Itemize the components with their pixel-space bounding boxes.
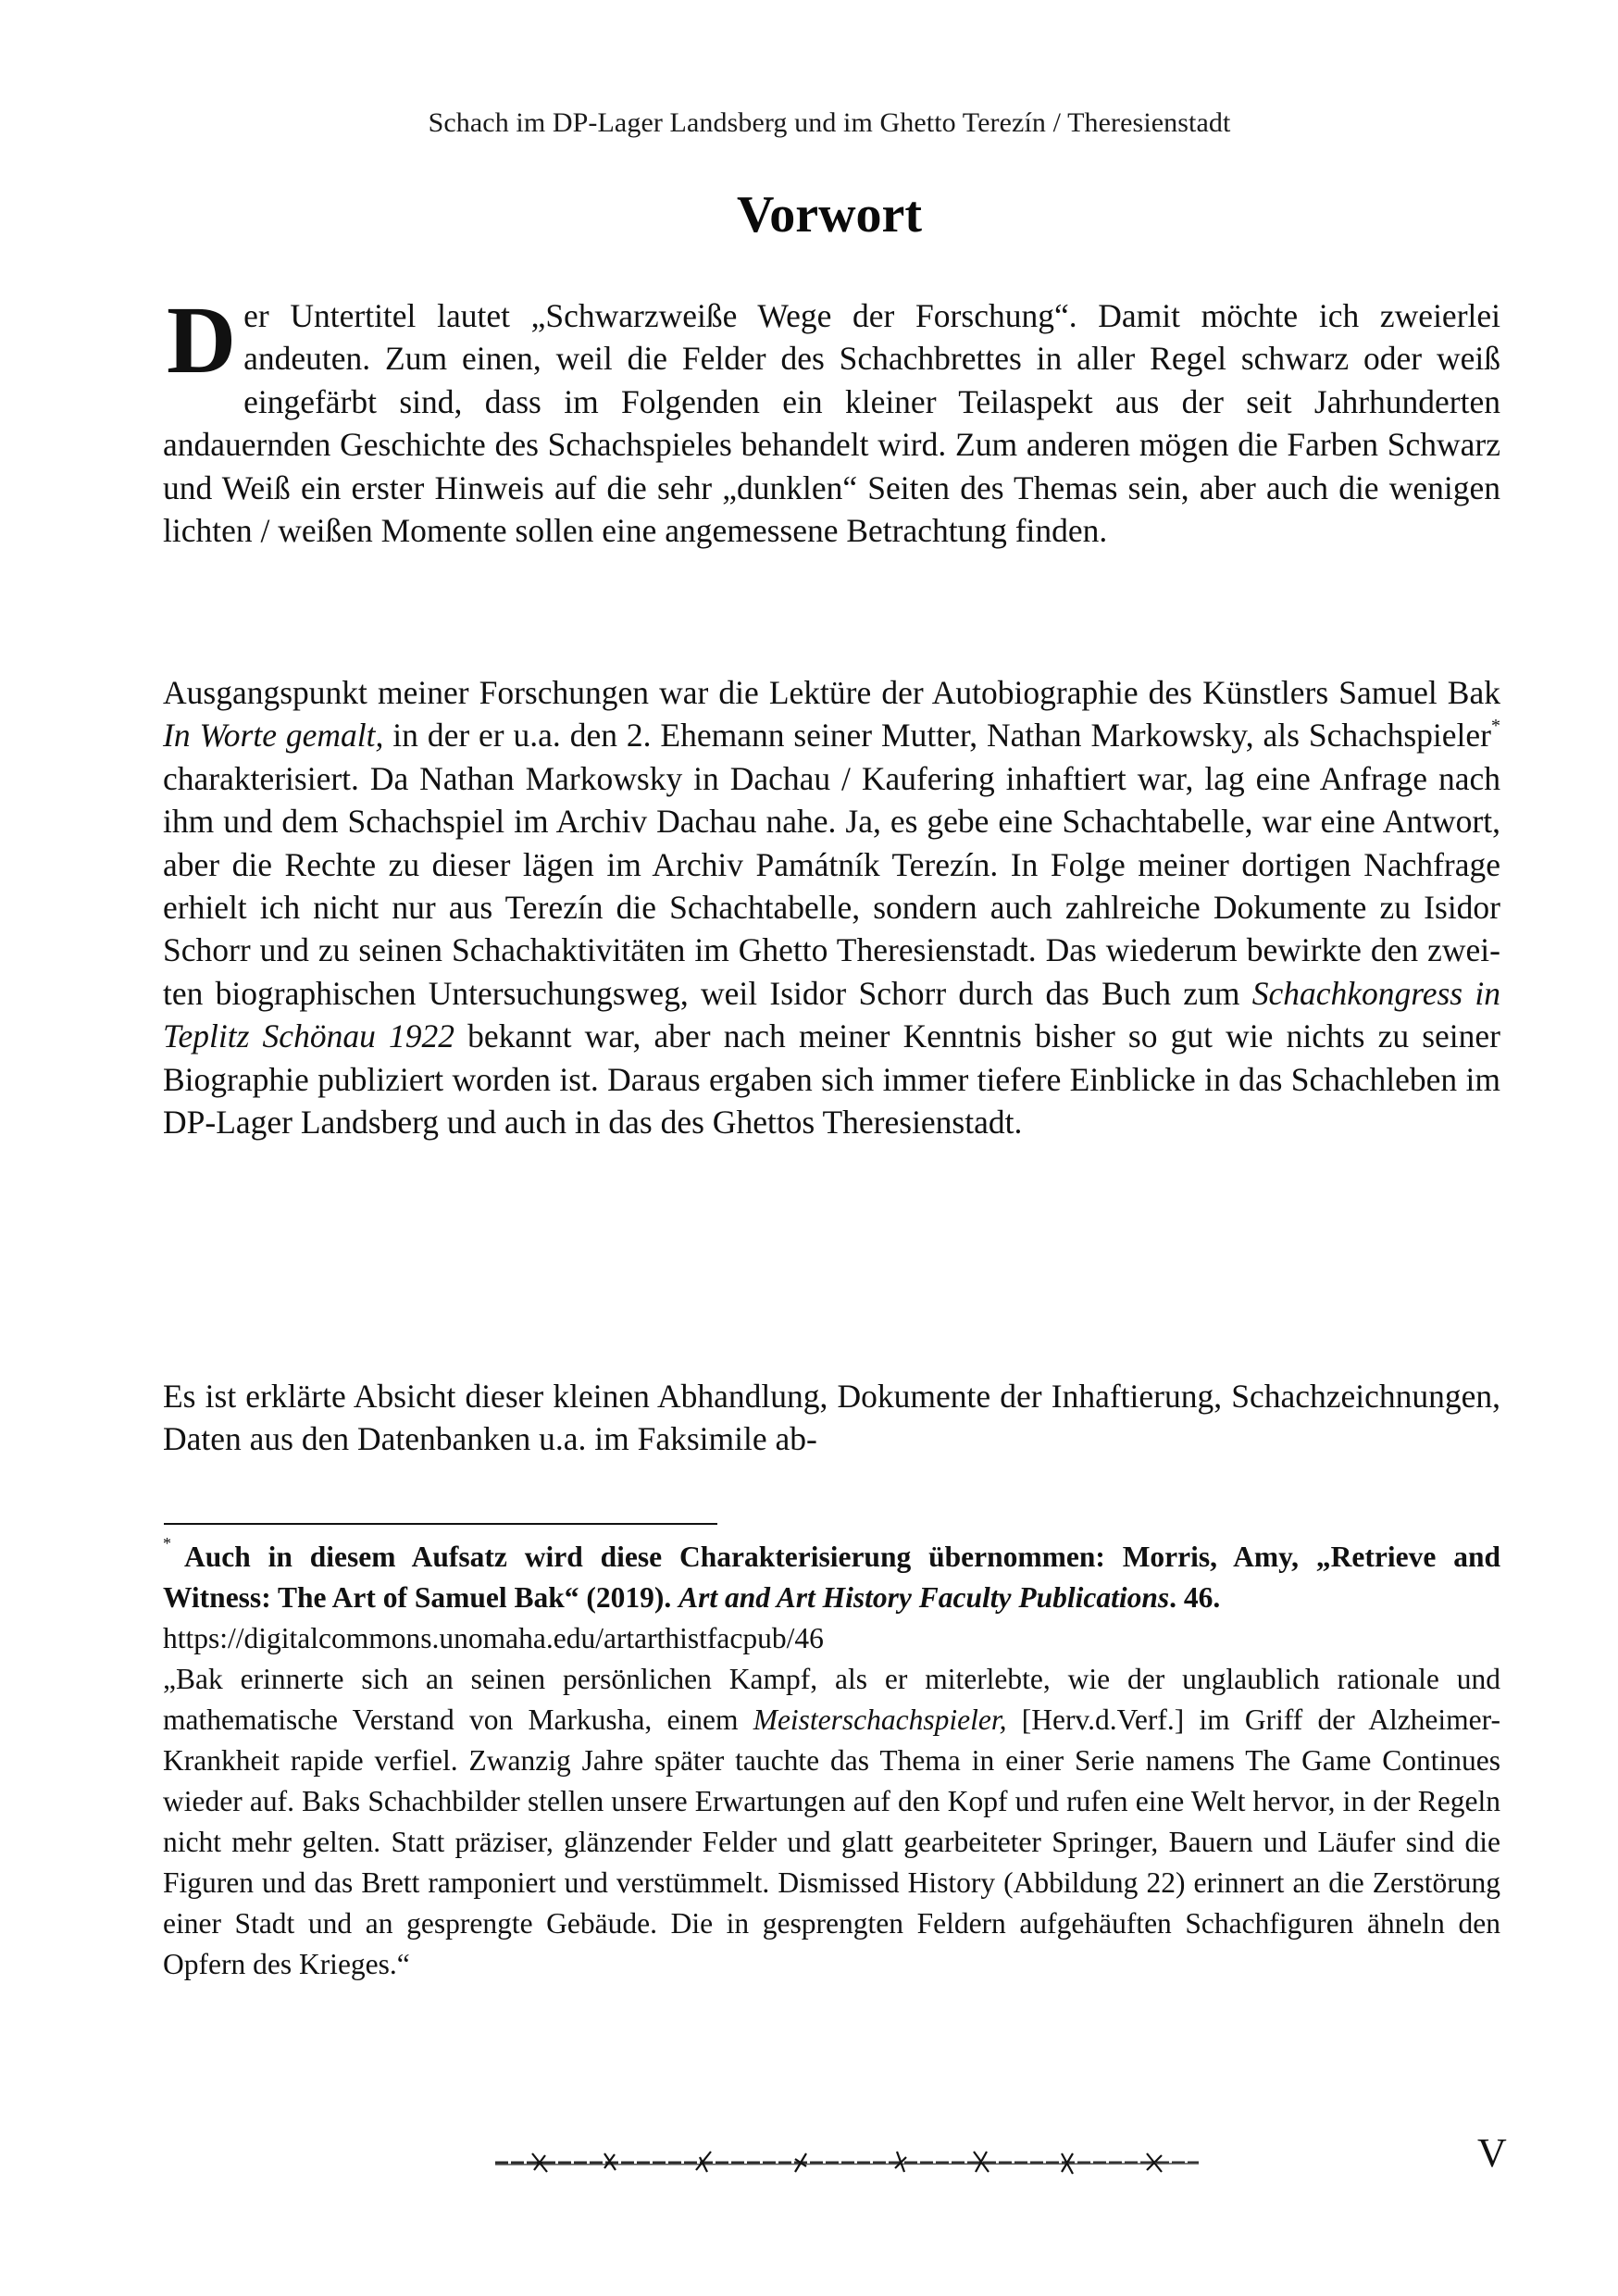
footnote-citation-number: . 46. — [1169, 1581, 1221, 1614]
paragraph-intro-text: er Untertitel lautet „Schwarzweiße Wege der Forschung“. Damit möchte ich zweierlei andeuten. Zum einen, weil die Felder des Schachbrettes in aller Regel schwarz oder weiß eingefärbt sind, dass im Folgenden ein kleiner Teilaspekt aus der seit Jahrhunderten andauernden Geschichte des Schachspieles behandelt wird. Zum anderen mögen die Farben Schwarz und Weiß ein erster Hinweis auf die sehr „dunklen“ Seiten des Themas sein, aber auch die wenigen lichten / weißen Momente sollen eine angemessene Betrachtung finden. — [163, 297, 1500, 550]
footnote-citation — [163, 1533, 1500, 1618]
footnote-separator — [164, 1523, 717, 1525]
book-title-in-worte-gemalt: In Worte gemalt, — [163, 717, 384, 755]
book-title-schachkongress: Schachkongress in Teplitz Schönau 1922 — [163, 974, 1500, 1055]
footnote-quote-emphasis: Meisterschachspieler, — [753, 1703, 1007, 1736]
page-number: V — [1477, 2130, 1507, 2176]
paragraph-origin-text-3: charakterisiert. Da Nathan Markowsky in Dachau / Kaufering inhaftiert war, lag eine Anfrage nach ihm und dem Schachspiel im Archiv Dachau nahe. Ja, es gebe eine Schachtabelle, war eine Antwort, aber die Rechte zu dieser lägen im Archiv Památník Terezín. In Folge meiner dortigen Nachfrage erhielt ich nicht nur aus Terezín die Schachtabelle, sondern auch zahlreiche Dokumente zu Isidor Schorr und zu seinen Schachaktivitäten im Ghetto Theresienstadt. Das wiederum bewirkte den zweiten biographischen Untersuchungsweg, weil Isidor Schorr durch das Buch zum — [163, 759, 1500, 1012]
footnote-quote-text-2: [Herv.d.Verf.] im Griff der Alzheimer-Krankheit rapide verfiel. Zwanzig Jahre später tauchte das Thema in einer Serie namens The Game Continues wieder auf. Baks Schachbilder stellen unsere Erwartungen auf den Kopf und rufen eine Welt hervor, in der Regeln nicht mehr gelten. Statt präziser, glänzender Felder und glatt gearbeiteter Springer, Bauern und Läufer sind die Figuren und das Brett ramponiert und verstümmelt. Dismissed History (Abbildung 22) erinnert an die Zerstörung einer Stadt und an gesprengte Gebäude. Die in gesprengten Feldern aufgehäuften Schachfiguren ähneln den Opfern des Krieges.“ — [163, 1703, 1500, 1980]
footnote-url-line — [163, 1618, 1500, 1659]
paragraph-purpose-text: Es ist erklärte Absicht dieser kleinen Abhandlung, Dokumente der Inhaftierung, Schachzeichnungen, Daten aus den Datenbanken u.a. im Faksimile ab- — [163, 1378, 1500, 1458]
paragraph-origin-text-1: Ausgangspunkt meiner Forschungen war die Lektüre der Autobiographie des Künstlers Samuel Bak — [163, 674, 1500, 711]
running-header: Schach im DP-Lager Landsberg und im Ghetto Terezín / Theresienstadt — [428, 107, 1231, 138]
paragraph-purpose — [163, 1375, 1500, 1461]
barbed-wire-icon — [495, 2151, 1199, 2175]
footnote-citation-text: Auch in diesem Aufsatz wird diese Charakterisierung übernommen: Morris, Amy, „Retrieve and Witness: The Art of Samuel Bak“ (2019). — [163, 1541, 1500, 1614]
paragraph-intro — [163, 287, 1500, 552]
footnote-publication-title: Art and Art History Faculty Publications — [678, 1581, 1170, 1614]
drop-cap: D — [167, 287, 237, 393]
footnote-quote-text-1: „Bak erinnerte sich an seinen persönlichen Kampf, als er miterlebte, wie der unglaublich rationale und mathematische Verstand von Markusha, einem — [163, 1663, 1500, 1736]
footnote-reference[interactable]: * — [1491, 715, 1500, 736]
paragraph-origin-text-2: in der er u.a. den 2. Ehemann seiner Mutter, Nathan Markowsky, als Schachspieler — [383, 717, 1491, 755]
footnote-quote — [163, 1659, 1500, 1985]
paragraph-origin-text-4: bekannt war, aber nach meiner Kenntnis bisher so gut wie nichts zu seiner Biographie publiziert worden ist. Daraus ergaben sich immer tiefere Einblicke in das Schachleben im DP-Lager Landsberg und auch in das des Ghettos Theresienstadt. — [163, 1017, 1500, 1142]
footnote — [163, 1533, 1500, 1985]
footnote-url-link[interactable]: https://digitalcommons.unomaha.edu/artarthistfacpub/46 — [163, 1622, 824, 1654]
page-title: Vorwort — [736, 186, 923, 243]
paragraph-origin — [163, 671, 1500, 1143]
footnote-marker: * — [163, 1533, 171, 1553]
